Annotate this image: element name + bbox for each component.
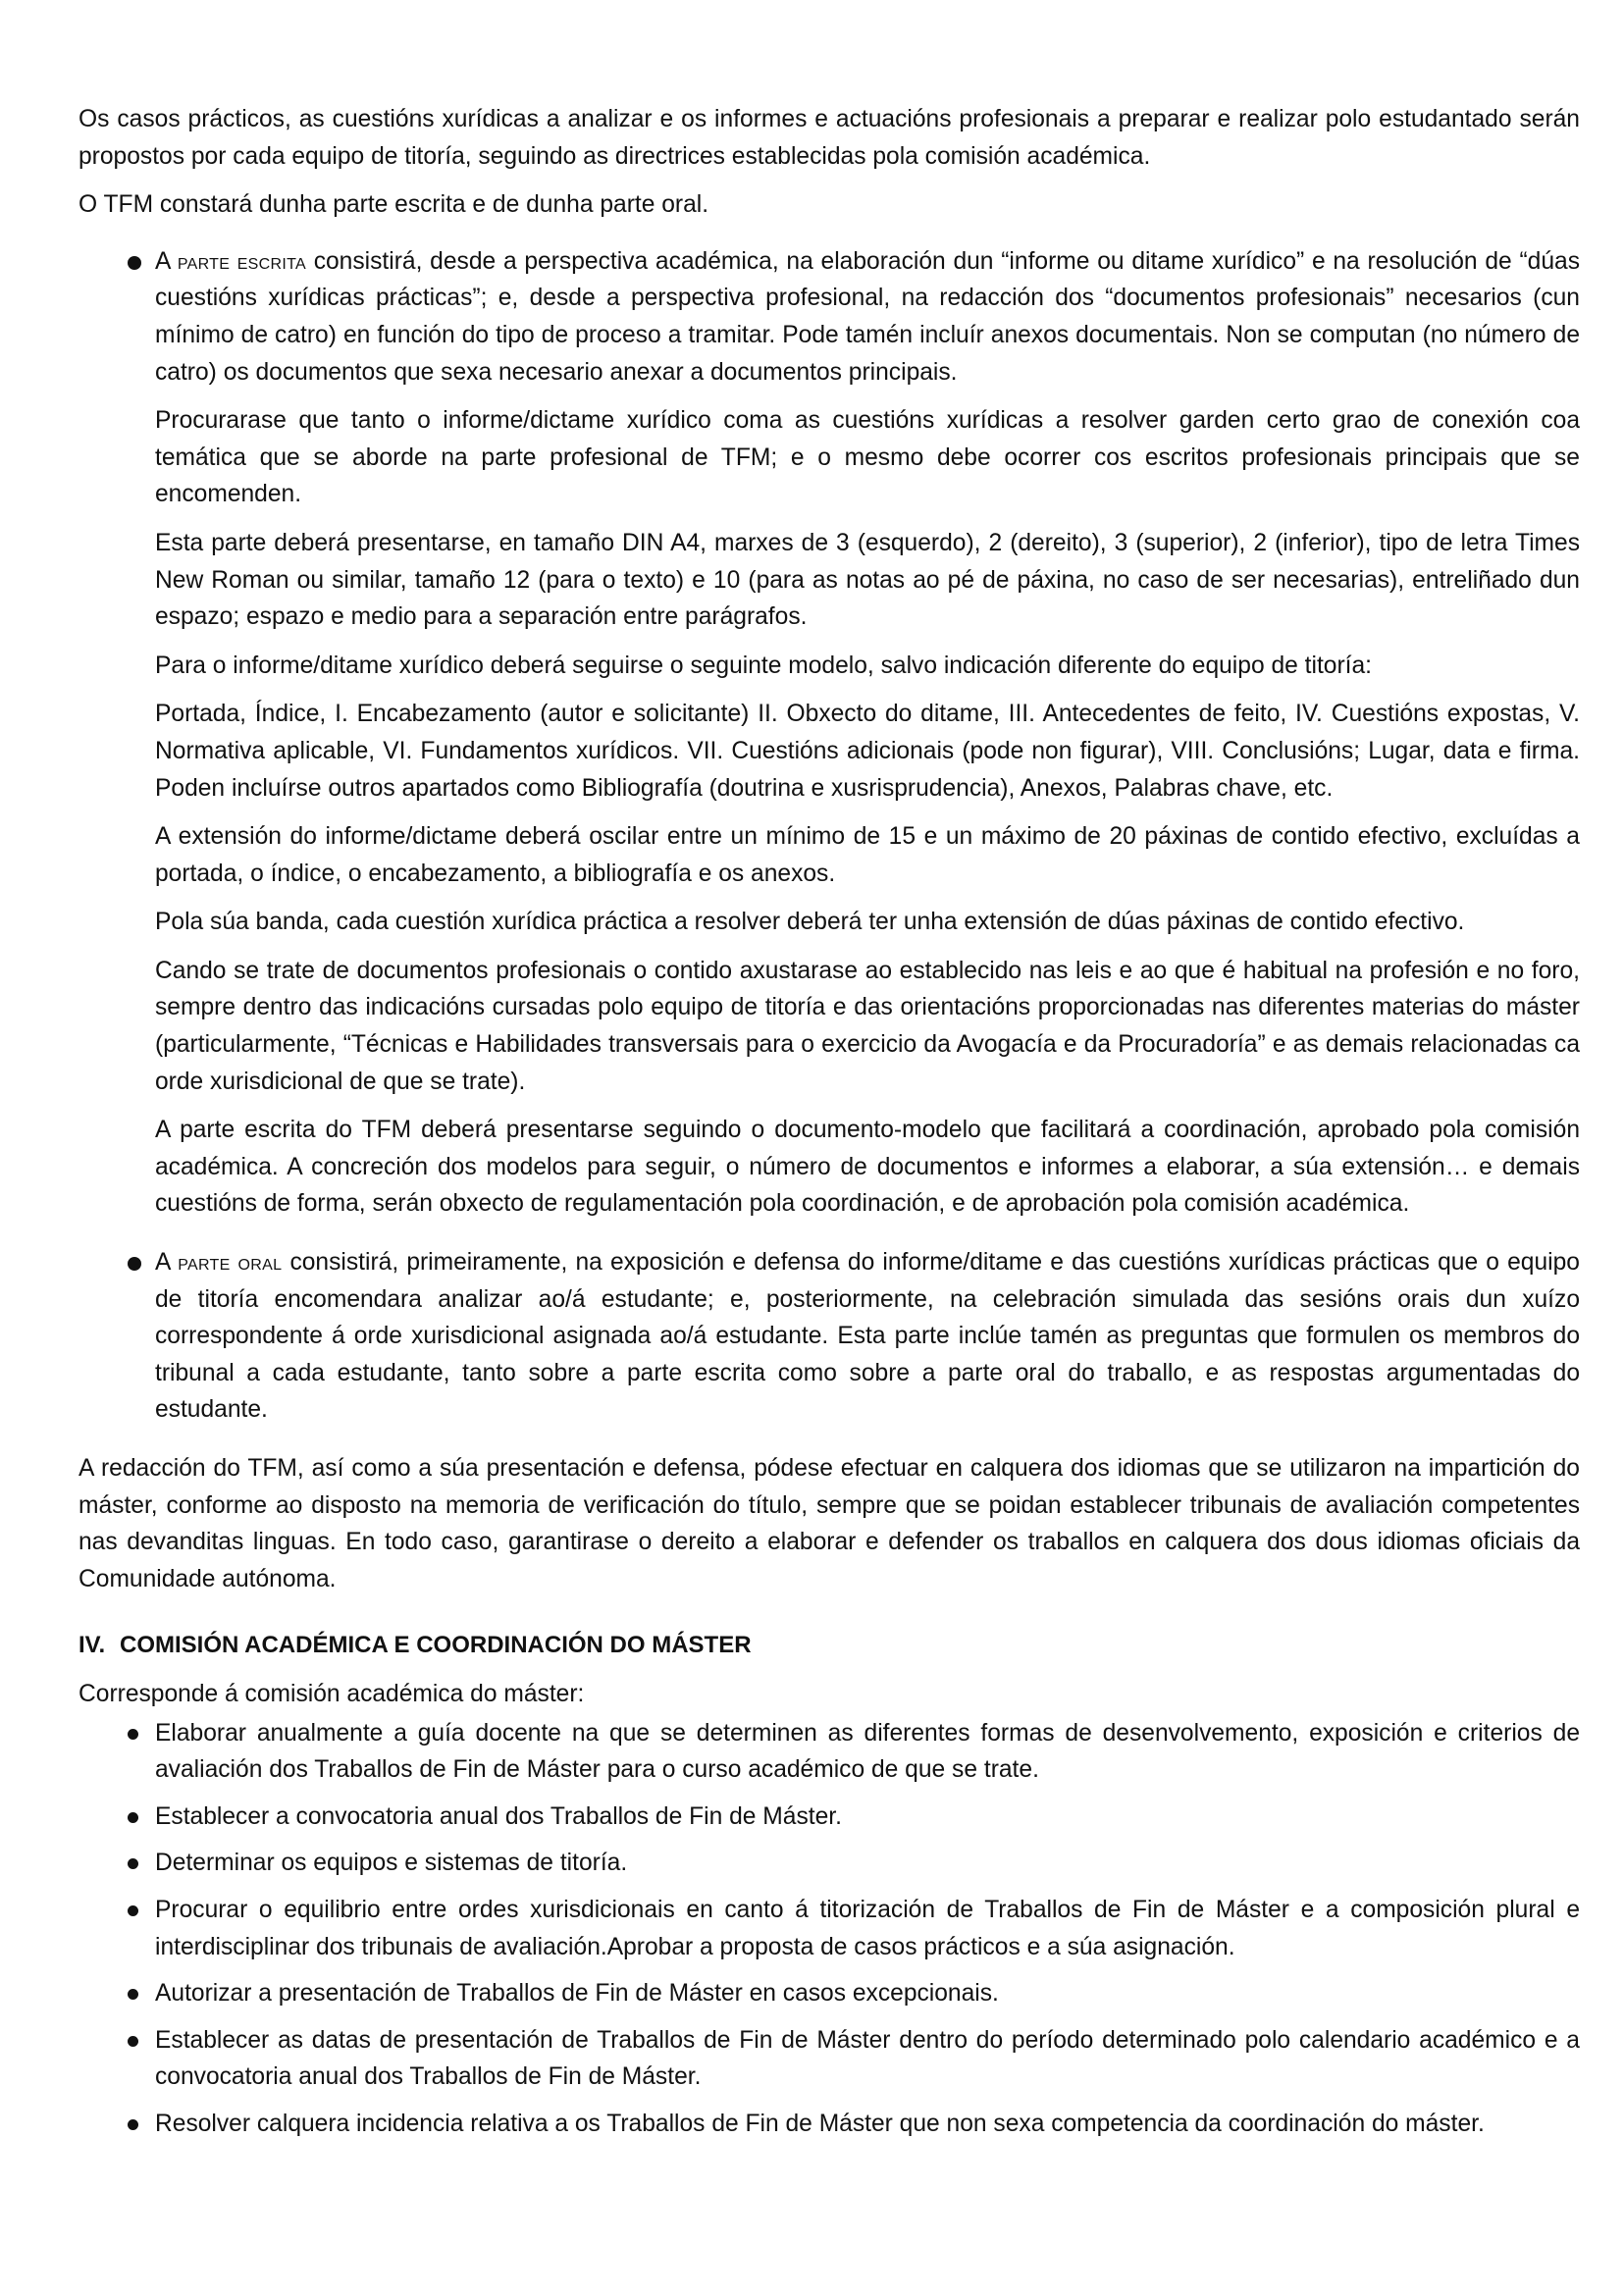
list-item: [79, 2106, 1580, 2143]
bullet-icon: [128, 2119, 138, 2130]
bullet-icon: [128, 1729, 138, 1740]
bullet-icon: [128, 1989, 138, 2000]
list-item-text: Elaborar anualmente a guía docente na que se determinen as diferentes formas de desenvolvemento, exposición e criterios de avaliación dos Traballos de Fin de Máster para o curso académico de que se trate.: [155, 1719, 1580, 1784]
oral-part-paragraph: [155, 1244, 1580, 1429]
written-part-term: parte escrita: [177, 248, 306, 274]
list-item: [79, 1845, 1580, 1882]
bullet-icon: [128, 1858, 138, 1869]
list-item: [79, 2022, 1580, 2096]
list-item-text: Resolver calquera incidencia relativa a os Traballos de Fin de Máster que non sexa competencia da coordinación do máster.: [155, 2110, 1485, 2137]
list-item: [79, 1715, 1580, 1789]
written-lead: A: [155, 247, 178, 275]
oral-part-item: [79, 1244, 1580, 1429]
list-item-text: Determinar os equipos e sistemas de titoría.: [155, 1850, 628, 1877]
bullet-icon: [128, 1905, 138, 1916]
section-title: COMISIÓN ACADÉMICA E COORDINACIÓN DO MÁSTER: [120, 1632, 752, 1659]
bullet-icon: [128, 1257, 141, 1271]
section-heading: [79, 1627, 1580, 1664]
list-item-text: Procurar o equilibrio entre ordes xurisdicionais en canto á titorización de Traballos de Fin de Máster e a composición plural e interdisciplinar dos tribunais de avaliación.Aprobar a proposta de casos prácticos e a súa asignación.: [155, 1896, 1580, 1960]
bullet-icon: [128, 1812, 138, 1823]
list-item-text: Autorizar a presentación de Traballos de Fin de Máster en casos excepcionais.: [155, 1980, 999, 2008]
written-part-paragraph-1: [155, 243, 1580, 391]
section-lead: Corresponde á comisión académica do máster:: [79, 1680, 585, 1707]
written-part-text: consistirá, desde a perspectiva académica, na elaboración dun “informe ou ditame xurídico” e na resolución de “dúas cuestións xurídicas prácticas”; e, desde a perspectiva profesional, na redacción dos “documentos profesionais” necesarios (cun mínimo de catro) en función do tipo de proceso a tramitar. Pode tamén incluír anexos documentais. Non se computan (no número de catro) os documentos que sexa necesario anexar a documentos principais.: [155, 247, 1580, 386]
intro-paragraph-1: Os casos prácticos, as cuestións xurídicas a analizar e os informes e actuacións profesionais a preparar e realizar polo estudantado serán propostos por cada equipo de titoría, seguindo as directrices establecidas pola comisión académica.: [79, 106, 1580, 170]
list-item-text: Establecer a convocatoria anual dos Traballos de Fin de Máster.: [155, 1802, 842, 1830]
written-part-paragraph-2: Procurarase que tanto o informe/dictame xurídico coma as cuestións xurídicas a resolver garden certo grao de conexión coa temática que se aborde na parte profesional de TFM; e o mesmo debe ocorrer cos escritos profesionais principais que se encomenden.: [155, 407, 1580, 508]
list-item: [79, 1799, 1580, 1836]
intro-paragraph-2: O TFM constará dunha parte escrita e de dunha parte oral.: [79, 191, 709, 219]
closing-paragraph: A redacción do TFM, así como a súa presentación e defensa, pódese efectuar en calquera dos idiomas que se utilizaron na impartición do máster, conforme ao disposto na memoria de verificación do título, sempre que se poidan establecer tribunais de avaliación competentes nas devanditas linguas. En todo caso, garantirase o dereito a elaborar e defender os traballos en calquera dos dous idiomas oficiais da Comunidade autónoma.: [79, 1455, 1580, 1592]
written-part-item: [79, 243, 1580, 1223]
tfm-parts-list: [79, 243, 1580, 1429]
written-part-paragraph-7: Pola súa banda, cada cuestión xurídica práctica a resolver deberá ter unha extensión de dúas páxinas de contido efectivo.: [155, 909, 1465, 936]
document-page: [79, 101, 1580, 2153]
bullet-icon: [128, 2036, 138, 2047]
list-item: [79, 1892, 1580, 1965]
list-item: [79, 1975, 1580, 2012]
responsibilities-list: [79, 1715, 1580, 2143]
written-part-paragraph-9: A parte escrita do TFM deberá presentarse seguindo o documento-modelo que facilitará a coordinación, aprobado pola comisión académica. A concreción dos modelos para seguir, o número de documentos e informes a elaborar, a súa extensión… e demais cuestións de forma, serán obxecto de regulamentación pola coordinación, e de aprobación pola comisión académica.: [155, 1117, 1580, 1218]
oral-part-term: parte oral: [178, 1250, 283, 1276]
written-part-paragraph-3: Esta parte deberá presentarse, en tamaño DIN A4, marxes de 3 (esquerdo), 2 (dereito), 3 (superior), 2 (inferior), tipo de letra Times New Roman ou similar, tamaño 12 (para o texto) e 10 (para as notas ao pé de páxina, no caso de ser necesarias), entreliñado dun espazo; espazo e medio para a separación entre parágrafos.: [155, 529, 1580, 631]
bullet-icon: [128, 256, 141, 270]
oral-part-text: consistirá, primeiramente, na exposición e defensa do informe/ditame e das cuestións xurídicas prácticas que o equipo de titoría encomendara analizar ao/á estudante; e, posteriormente, na celebración simulada das sesións orais dun xuízo correspondente á orde xurisdicional asignada ao/á estudante. Esta parte inclúe tamén as preguntas que formulen os membros do tribunal a cada estudante, tanto sobre a parte escrita como sobre a parte oral do traballo, e as respostas argumentadas do estudante.: [155, 1249, 1580, 1424]
written-part-paragraph-5: Portada, Índice, I. Encabezamento (autor e solicitante) II. Obxecto do ditame, III. Antecedentes de feito, IV. Cuestións expostas, V. Normativa aplicable, VI. Fundamentos xurídicos. VII. Cuestións adicionais (pode non figurar), VIII. Conclusións; Lugar, data e firma. Poden incluírse outros apartados como Bibliografía (doutrina e xusrisprudencia), Anexos, Palabras chave, etc.: [155, 701, 1580, 802]
section-number: IV.: [79, 1632, 106, 1659]
written-part-paragraph-4: Para o informe/ditame xurídico deberá seguirse o seguinte modelo, salvo indicación diferente do equipo de titoría:: [155, 652, 1372, 679]
written-part-paragraph-6: A extensión do informe/dictame deberá oscilar entre un mínimo de 15 e un máximo de 20 páxinas de contido efectivo, excluídas a portada, o índice, o encabezamento, a bibliografía e os anexos.: [155, 823, 1580, 887]
written-part-paragraph-8: Cando se trate de documentos profesionais o contido axustarase ao establecido nas leis e ao que é habitual na profesión e no foro, sempre dentro das indicacións cursadas polo equipo de titoría e das orientacións proporcionadas nas diferentes materias do máster (particularmente, “Técnicas e Habilidades transversais para o exercicio da Avogacía e da Procuradoría” e as demais relacionadas ca orde xurisdicional de que se trate).: [155, 957, 1580, 1095]
list-item-text: Establecer as datas de presentación de Traballos de Fin de Máster dentro do período determinado polo calendario académico e a convocatoria anual dos Traballos de Fin de Máster.: [155, 2026, 1580, 2091]
oral-lead: A: [155, 1249, 179, 1277]
